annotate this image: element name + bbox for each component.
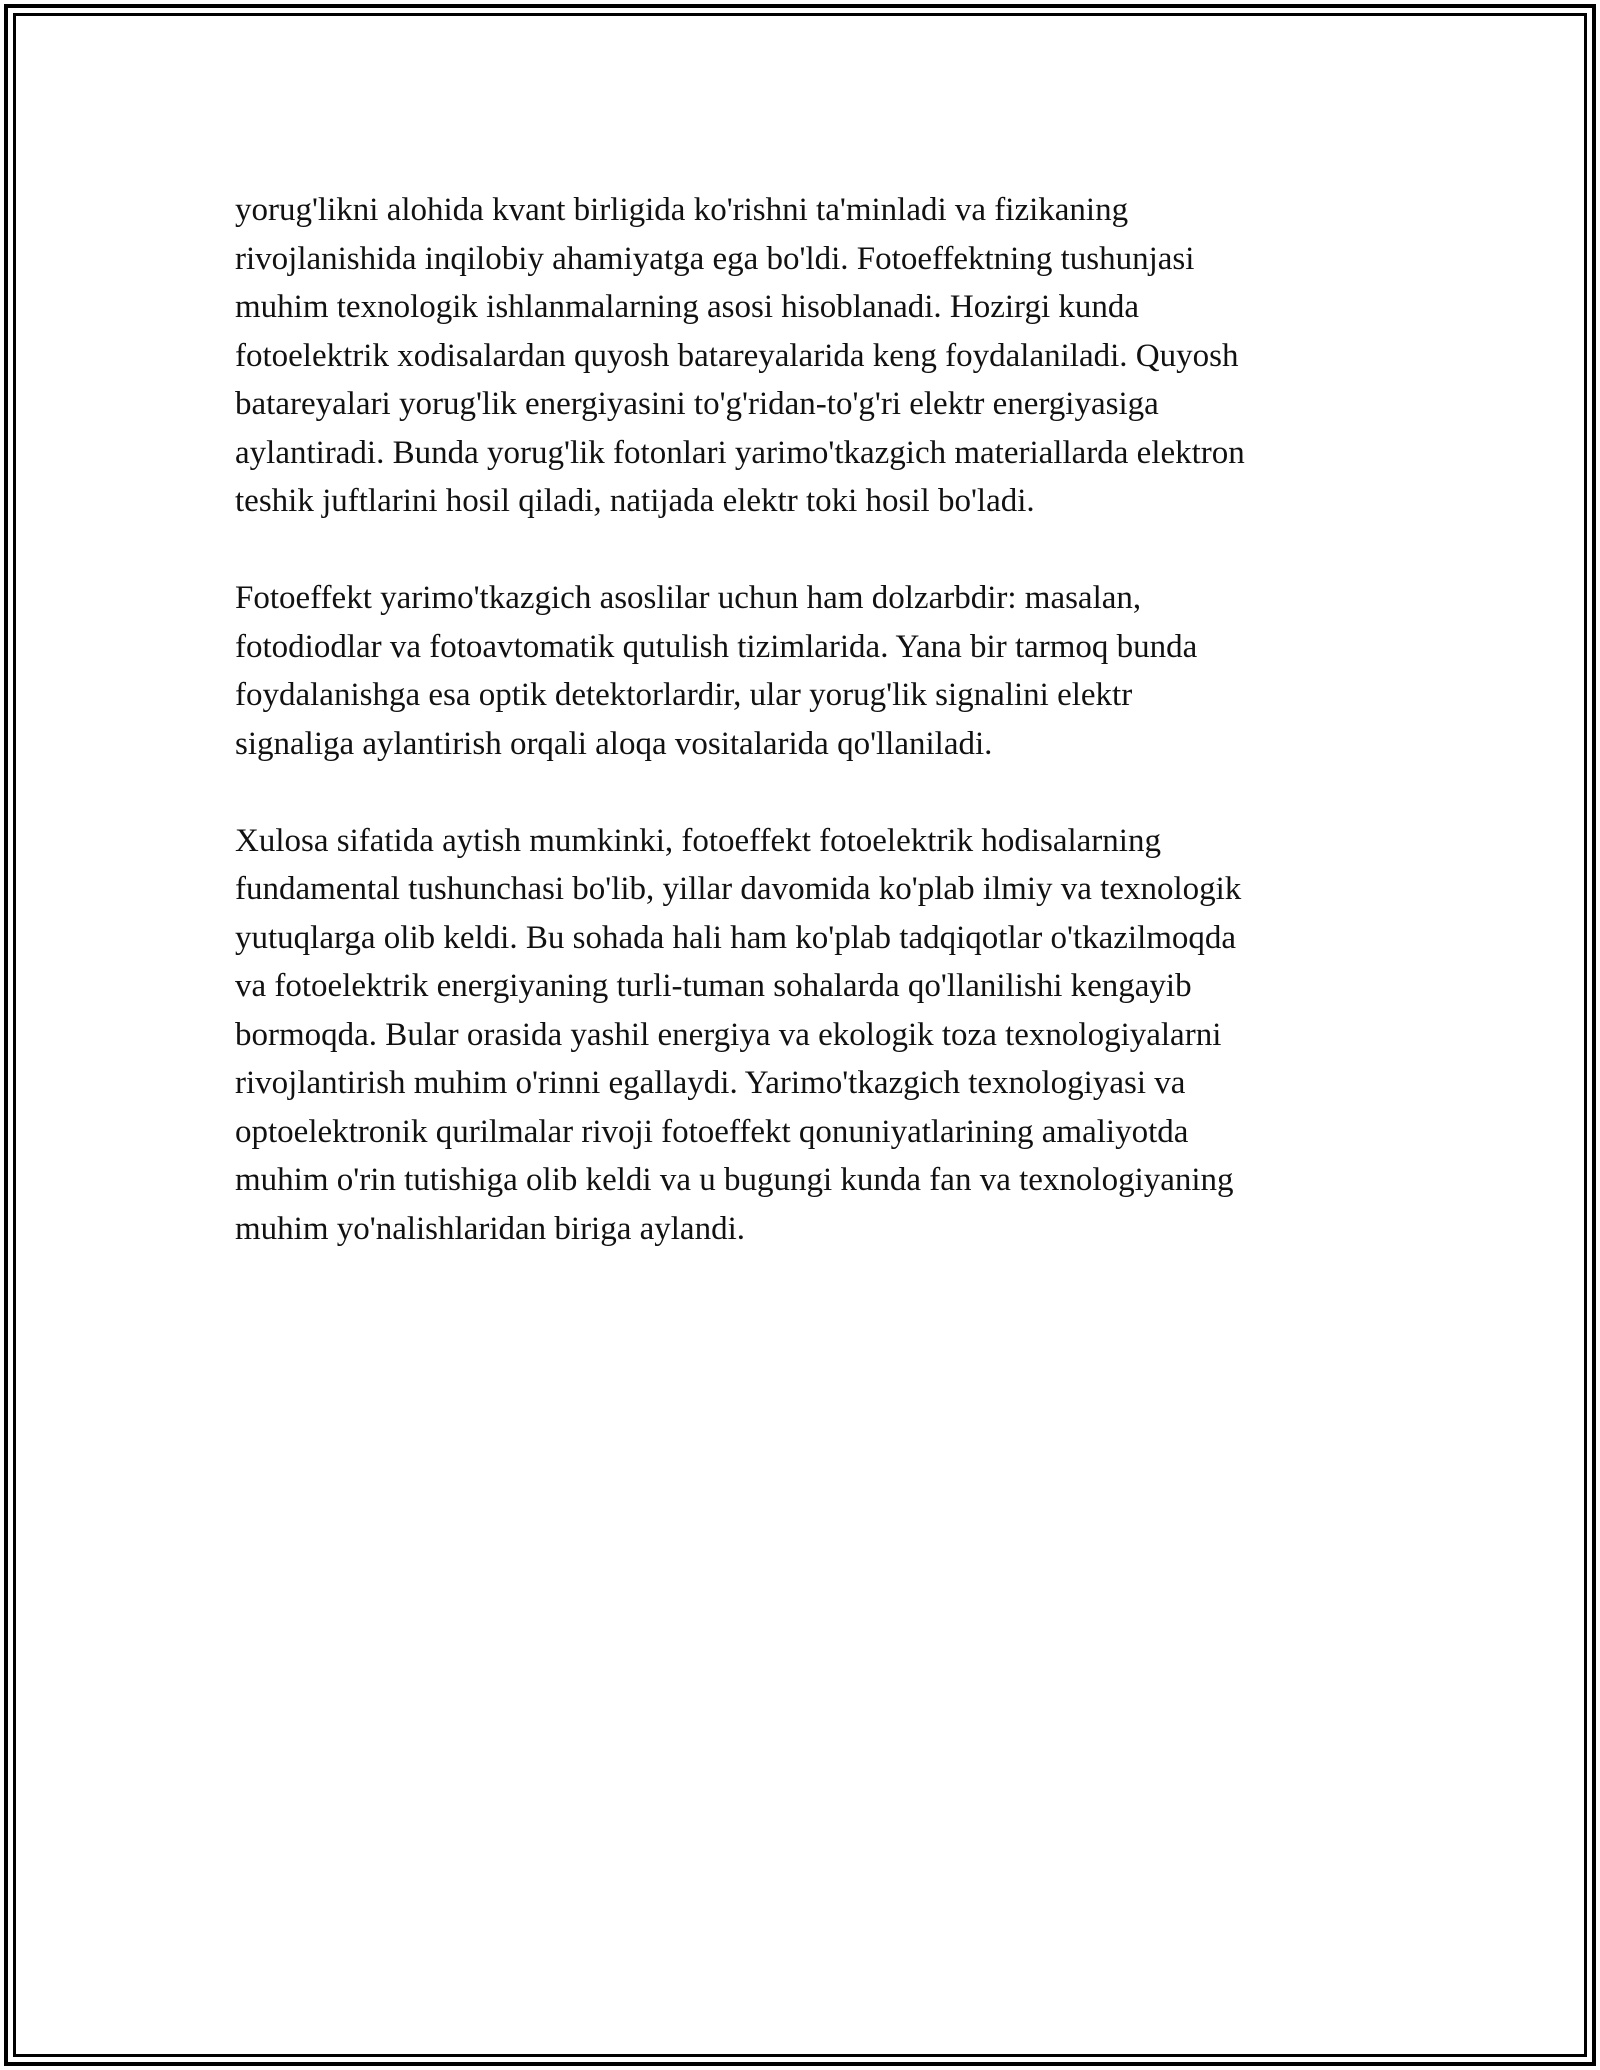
paragraph-2 (235, 574, 1385, 768)
paragraph-1 (235, 186, 1385, 526)
body-text (235, 186, 1385, 1302)
text-line: fundamental tushunchasi bo'lib, yillar davomida ko'plab ilmiy va texnologik (235, 871, 1242, 907)
paragraph-3 (235, 817, 1385, 1254)
text-line: muhim o'rin tutishiga olib keldi va u bugungi kunda fan va texnologiyaning (235, 1162, 1234, 1198)
text-line: muhim yo'nalishlaridan biriga aylandi. (235, 1210, 746, 1247)
text-line: Fotoeffekt yarimo'tkazgich asoslilar uchun ham dolzarbdir: masalan, (235, 580, 1142, 616)
text-line: rivojlanishida inqilobiy ahamiyatga ega bo'ldi. Fotoeffektning tushunjasi (235, 240, 1195, 277)
text-line: aylantiradi. Bunda yorug'lik fotonlari yarimo'tkazgich materiallarda elektron (235, 434, 1245, 471)
text-line: fotoelektrik xodisalardan quyosh batareyalarida keng foydalaniladi. Quyosh (235, 337, 1239, 374)
text-line: yutuqlarga olib keldi. Bu sohada hali ham ko'plab tadqiqotlar o'tkazilmoqda (235, 919, 1237, 956)
text-line: batareyalari yorug'lik energiyasini to'g'ridan-to'g'ri elektr energiyasiga (235, 386, 1159, 422)
text-line: bormoqda. Bular orasida yashil energiya va ekologik toza texnologiyalarni (235, 1016, 1222, 1053)
text-line: muhim texnologik ishlanmalarning asosi hisoblanadi. Hozirgi kunda (235, 289, 1140, 325)
text-line: rivojlantirish muhim o'rinni egallaydi. Yarimo'tkazgich texnologiyasi va (235, 1065, 1186, 1101)
text-line: yorug'likni alohida kvant birligida ko'rishni ta'minladi va fizikaning (235, 192, 1129, 228)
text-line: Xulosa sifatida aytish mumkinki, fotoeffekt fotoelektrik hodisalarning (235, 822, 1161, 859)
text-line: signaliga aylantirish orqali aloqa vositalarida qo'llaniladi. (235, 725, 993, 762)
text-line: fotodiodlar va fotoavtomatik qutulish tizimlarida. Yana bir tarmoq bunda (235, 628, 1198, 665)
text-line: teshik juftlarini hosil qiladi, natijada elektr toki hosil bo'ladi. (235, 483, 1035, 519)
text-line: va fotoelektrik energiyaning turli-tuman sohalarda qo'llanilishi kengayib (235, 968, 1192, 1004)
text-line: optoelektronik qurilmalar rivoji fotoeffekt qonuniyatlarining amaliyotda (235, 1113, 1189, 1150)
text-line: foydalanishga esa optik detektorlardir, ular yorug'lik signalini elektr (235, 677, 1133, 713)
